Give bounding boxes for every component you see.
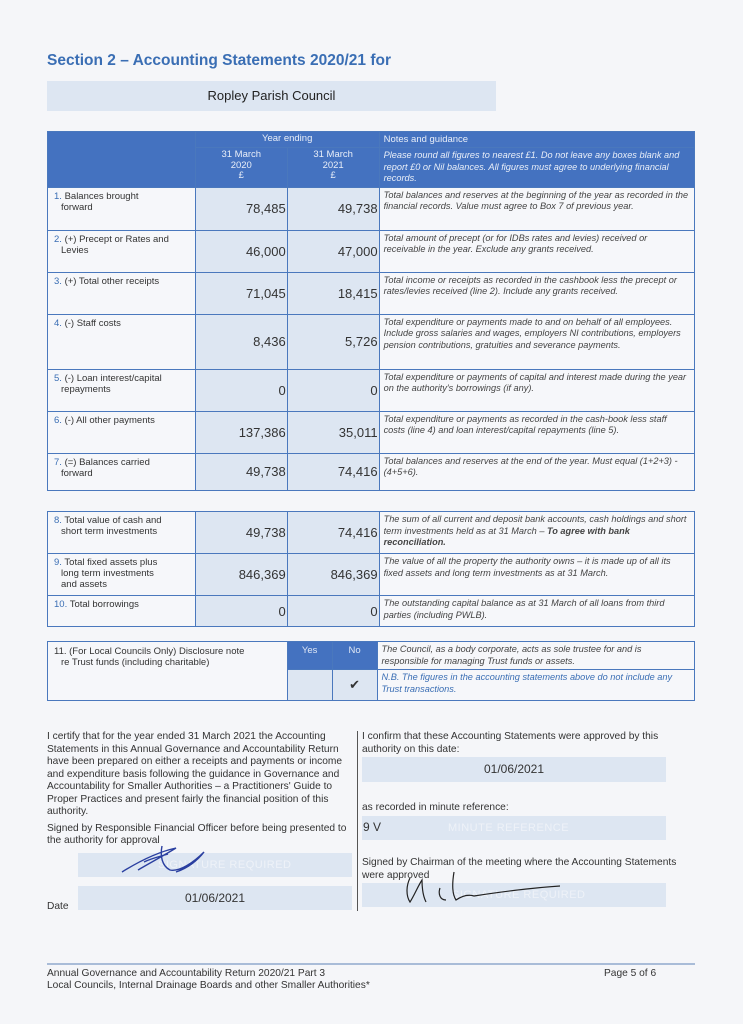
value-2021[interactable]: 49,738: [287, 187, 379, 230]
authority-name-field[interactable]: Ropley Parish Council: [47, 81, 496, 111]
row-note: Total balances and reserves at the beginning of the year as recorded in the financial records. Value must agree to Box 7 of previous year.: [379, 187, 694, 230]
value-2021[interactable]: 5,726: [287, 314, 379, 369]
trust-funds-table: [47, 641, 695, 701]
value-2020[interactable]: 8,436: [195, 314, 287, 369]
value-2021[interactable]: 18,415: [287, 272, 379, 314]
col-2020-line1: 31 March: [221, 149, 262, 160]
row-note-text: The sum of all current and deposit bank accounts, cash holdings and short term investments held as at 31 March –: [383, 514, 687, 536]
row-note: Total expenditure or payments as recorded in the cash-book less staff costs (line 4) and loan interest/capital repayments (line 5).: [379, 411, 694, 453]
table-row: [48, 453, 695, 490]
row-label: [48, 187, 196, 230]
value-2021[interactable]: 74,416: [287, 512, 379, 554]
page-number: Page 5 of 6: [604, 968, 657, 979]
rfo-signed-text: Signed by Responsible Financial Officer before being presented to the authority for approval: [47, 822, 347, 846]
table-row: [48, 512, 695, 554]
row-label: [48, 411, 196, 453]
footer-line2: Local Councils, Internal Drainage Boards and other Smaller Authorities*: [47, 979, 370, 991]
value-2020[interactable]: 78,485: [195, 187, 287, 230]
trust-label-line1: 11. (For Local Councils Only) Disclosure note: [54, 646, 245, 657]
rfo-certification: [47, 731, 352, 848]
row-note: The value of all the property the authority owns – it is made up of all its fixed assets and long term investments as at 31 March.: [379, 554, 694, 596]
row-note: Total income or receipts as recorded in the cashbook less the precept or rates/levies received (line 2). Include any grants received.: [379, 272, 694, 314]
row-label-line2: short term investments: [61, 526, 158, 537]
row-label-line2: Levies: [61, 244, 89, 256]
row-label-line2: forward: [61, 467, 93, 479]
date-label: Date: [47, 901, 69, 912]
table-row: [48, 230, 695, 272]
row-label-line1: (-) Staff costs: [64, 317, 121, 329]
value-2021[interactable]: 74,416: [287, 453, 379, 490]
row-label-line1: Total fixed assets plus: [64, 557, 158, 568]
row-number: 7.: [54, 456, 62, 468]
table-row: [48, 314, 695, 369]
minute-label: as recorded in minute reference:: [362, 802, 509, 813]
table-row: [48, 369, 695, 411]
row-number: 10.: [54, 599, 68, 610]
value-2021[interactable]: 0: [287, 596, 379, 627]
yes-checkbox[interactable]: [287, 670, 332, 701]
row-label-line1: (+) Precept or Rates and: [64, 233, 169, 245]
approval-text: I confirm that these Accounting Statements were approved by this authority on this date:: [362, 731, 659, 755]
row-note: The outstanding capital balance as at 31 March of all loans from third parties (including PWLB).: [379, 596, 694, 627]
approval-certification: [362, 731, 692, 756]
value-2020[interactable]: 49,738: [195, 512, 287, 554]
col-2021-line1: 31 March: [313, 149, 353, 160]
row-number: 2.: [54, 233, 62, 245]
table-row: [48, 596, 695, 627]
accounting-statements-table: [47, 131, 695, 491]
value-2021[interactable]: 846,369: [287, 554, 379, 596]
row-label-line2: forward: [61, 201, 93, 213]
trust-label-line2: re Trust funds (including charitable): [61, 657, 210, 668]
row-label-line2: long term investments: [61, 568, 154, 579]
row-number: 6.: [54, 414, 62, 426]
footer-divider: [47, 963, 695, 965]
col-2021-line3: £: [330, 170, 336, 181]
value-2020[interactable]: 46,000: [195, 230, 287, 272]
row-number: 1.: [54, 190, 62, 202]
chair-signature-icon: [400, 866, 570, 906]
trust-note: The Council, as a body corporate, acts as sole trustee for and is responsible for managing Trust funds or assets.: [377, 642, 695, 670]
value-2020[interactable]: 49,738: [195, 453, 287, 490]
minute-reference-value: 9 V: [363, 820, 382, 834]
row-note: Total expenditure or payments of capital and interest made during the year on the authority's borrowings (if any).: [379, 369, 694, 411]
trust-nb-note: N.B. The figures in the accounting statements above do not include any Trust transactions.: [377, 670, 695, 701]
notes-header: Notes and guidance: [379, 132, 694, 148]
row-label-line1: (-) All other payments: [64, 414, 155, 426]
no-checkbox[interactable]: [332, 670, 377, 701]
chair-signature-placeholder: SIGNATURE REQUIRED: [452, 889, 586, 901]
page-title: Section 2 – Accounting Statements 2020/21 for: [47, 52, 391, 69]
balance-sheet-table: [47, 511, 695, 627]
row-number: 5.: [54, 372, 62, 384]
table-row: [48, 411, 695, 453]
trust-label: [48, 642, 288, 701]
row-note-bold: To agree with bank reconciliation.: [383, 525, 630, 547]
row-note: [379, 512, 694, 554]
row-label: [48, 230, 196, 272]
yes-header: Yes: [287, 642, 332, 670]
row-label-line1: (+) Total other receipts: [64, 275, 160, 287]
row-label: [48, 369, 196, 411]
col-2020-line2: 2020: [230, 159, 252, 171]
row-label: [48, 272, 196, 314]
table-row: [48, 187, 695, 230]
row-label-line1: (=) Balances carried: [64, 456, 150, 468]
minute-reference-field[interactable]: [362, 816, 666, 840]
row-note: Total expenditure or payments made to and on behalf of all employees. Include gross salaries and wages, employers NI contributions, employers pension contributions, gratuities and severance payments.: [379, 314, 694, 369]
col-2021-line2: 2021: [322, 159, 344, 171]
rfo-date-field[interactable]: 01/06/2021: [78, 886, 352, 910]
row-label-line1: (-) Loan interest/capital: [64, 372, 162, 384]
header-blank-cell: [48, 132, 196, 188]
row-label: [48, 512, 196, 554]
approval-date-field[interactable]: 01/06/2021: [362, 757, 666, 782]
row-number: 3.: [54, 275, 62, 287]
guidance-note: Please round all figures to nearest £1. Do not leave any boxes blank and report £0 or Nil balances. All figures must agree to underlying financial records.: [379, 148, 694, 188]
checkmark-icon: ✔: [349, 677, 360, 692]
year-ending-header: Year ending: [195, 132, 379, 148]
row-label: [48, 453, 196, 490]
row-label-line1: Total value of cash and: [64, 515, 162, 526]
chair-signed-text: Signed by Chairman of the meeting where the Accounting Statements were approved: [362, 857, 677, 881]
col-2020-header: [195, 148, 287, 188]
value-2020[interactable]: 0: [195, 369, 287, 411]
row-number: 8.: [54, 515, 62, 526]
value-2020[interactable]: 0: [195, 596, 287, 627]
row-note: Total amount of precept (or for IDBs rates and levies) received or receivable in the year. Exclude any grants received.: [379, 230, 694, 272]
value-2020[interactable]: 846,369: [195, 554, 287, 596]
row-label-line1: Total borrowings: [69, 599, 139, 610]
table-row: [48, 554, 695, 596]
footer-text: [47, 968, 370, 991]
footer-line1: Annual Governance and Accountability Return 2020/21 Part 3: [47, 968, 326, 979]
row-note: Total balances and reserves at the end of the year. Must equal (1+2+3) - (4+5+6).: [379, 453, 694, 490]
table-row: [48, 272, 695, 314]
row-label: [48, 554, 196, 596]
value-2020[interactable]: 137,386: [195, 411, 287, 453]
minute-placeholder: MINUTE REFERENCE: [448, 822, 570, 834]
value-2021[interactable]: 0: [287, 369, 379, 411]
row-label-line2: repayments: [61, 383, 111, 395]
col-2021-header: [287, 148, 379, 188]
col-2020-line3: £: [238, 170, 244, 181]
row-number: 4.: [54, 317, 62, 329]
value-2020[interactable]: 71,045: [195, 272, 287, 314]
row-label-line3: and assets: [61, 579, 107, 590]
row-number: 9.: [54, 557, 62, 568]
no-header: No: [332, 642, 377, 670]
rfo-signature-icon: [118, 842, 208, 878]
value-2021[interactable]: 35,011: [287, 411, 379, 453]
column-divider: [357, 731, 358, 911]
value-2021[interactable]: 47,000: [287, 230, 379, 272]
row-label: [48, 314, 196, 369]
rfo-certification-text: I certify that for the year ended 31 March 2021 the Accounting Statements in this Annual Governance and Accountability Return have been prepared on either a receipts and payments or income and expenditure basis following the guidance in Governance and Accountability for Smaller Authorities – a Practitioners' Guide to Proper Practices and present fairly the financial position of this authority.: [47, 731, 343, 817]
row-label-line1: Balances brought: [64, 190, 139, 202]
row-label: [48, 596, 196, 627]
rfo-signature-placeholder: SIGNATURE REQUIRED: [158, 859, 292, 871]
